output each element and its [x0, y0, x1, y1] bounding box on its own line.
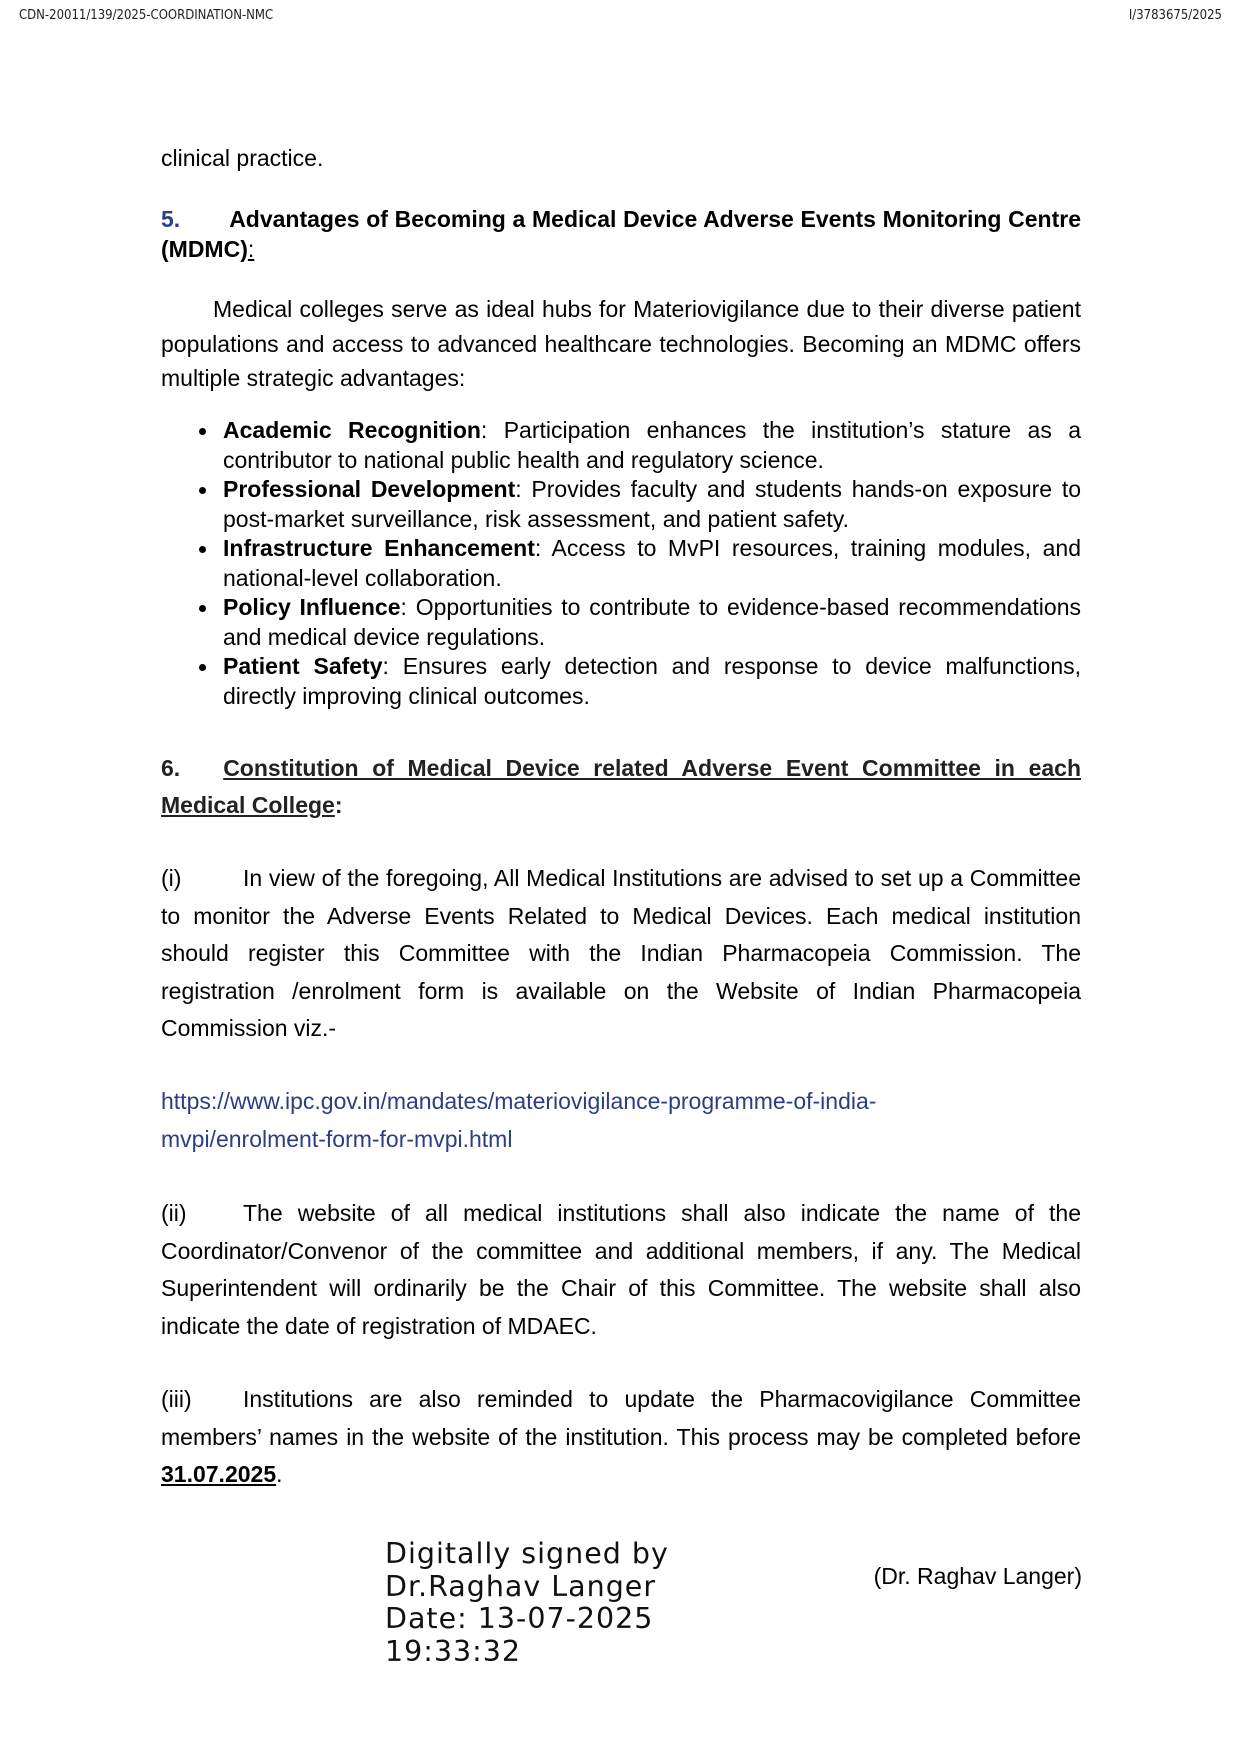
section-5-title-colon: : [247, 236, 255, 262]
signature-line-2: Dr.Raghav Langer [385, 1569, 657, 1603]
item-iii-label: (iii) [161, 1386, 192, 1412]
section-5-number: 5. [161, 206, 181, 232]
signature-line-1: Digitally signed by [385, 1537, 669, 1570]
bullet-icon [199, 546, 206, 553]
bullet-icon [199, 487, 206, 494]
section-6-number: 6. [161, 755, 181, 781]
section-5-title: Advantages of Becoming a Medical Device Adverse Events Monitoring Centre (MDMC) [161, 206, 1081, 262]
deadline-date: 31.07.2025 [161, 1461, 277, 1487]
item-i-paragraph [161, 860, 1081, 1048]
section-6-title: Constitution of Medical Device related Adverse Event Committee in each Medical College [161, 755, 1081, 818]
item-iii-text: Institutions are also reminded to update the Pharmacovigilance Committee members’ names in the website of the institution. This process may be completed before [161, 1386, 1081, 1450]
signature-line-4: 19:33:32 [385, 1634, 521, 1668]
section-6-title-colon: : [334, 792, 343, 818]
enrolment-form-link[interactable] [161, 1083, 1081, 1158]
bullet-icon [199, 605, 206, 612]
signatory-name: (Dr. Raghav Langer) [873, 1563, 1082, 1589]
intro-tail-text: clinical practice. [161, 145, 324, 171]
item-iii-paragraph [161, 1381, 1081, 1494]
list-item: Academic Recognition: Participation enhances the institution’s stature as a contributor to national public health and regulatory science. [161, 416, 1081, 475]
list-item: Policy Influence: Opportunities to contribute to evidence-based recommendations and medical device regulations. [161, 593, 1081, 652]
item-iii-end: . [276, 1461, 283, 1487]
list-item: Infrastructure Enhancement: Access to MvPI resources, training modules, and national-level collaboration. [161, 534, 1081, 593]
document-id-number: I/3783675/2025 [1128, 8, 1222, 23]
item-ii-paragraph [161, 1195, 1081, 1345]
digital-signature-block [385, 1538, 669, 1668]
bullet-icon [199, 428, 206, 435]
link-line-1[interactable]: https://www.ipc.gov.in/mandates/materiovigilance-programme-of-india- [161, 1088, 877, 1114]
section-5-paragraph: Medical colleges serve as ideal hubs for Materiovigilance due to their diverse patient populations and access to advanced healthcare technologies. Becoming an MDMC offers multiple strategic advantages: [161, 296, 1081, 391]
item-i-label: (i) [161, 865, 182, 891]
advantages-list [161, 416, 1081, 711]
item-ii-label: (ii) [161, 1200, 187, 1226]
section-5-heading [161, 204, 1081, 264]
link-line-2[interactable]: mvpi/enrolment-form-for-mvpi.html [161, 1125, 513, 1152]
file-reference-number: CDN-20011/139/2025-COORDINATION-NMC [19, 8, 274, 23]
bullet-icon [199, 664, 206, 671]
section-6-heading [161, 750, 1081, 824]
item-ii-text: The website of all medical institutions shall also indicate the name of the Coordinator/Convenor of the committee and additional members, if any. The Medical Superintendent will ordinarily be the Chair of this Committee. The website shall also indicate the date of registration of MDAEC. [161, 1200, 1081, 1339]
list-item: Professional Development: Provides faculty and students hands-on exposure to post-market surveillance, risk assessment, and patient safety. [161, 475, 1081, 534]
signature-line-3: Date: 13-07-2025 [385, 1602, 654, 1635]
list-item: Patient Safety: Ensures early detection and response to device malfunctions, directly improving clinical outcomes. [161, 652, 1081, 711]
item-i-text: In view of the foregoing, All Medical Institutions are advised to set up a Committee to monitor the Adverse Events Related to Medical Devices. Each medical institution should register this Committee with the Indian Pharmacopeia Commission. The registration /enrolment form is available on the Website of Indian Pharmacopeia Commission viz.- [161, 865, 1081, 1041]
